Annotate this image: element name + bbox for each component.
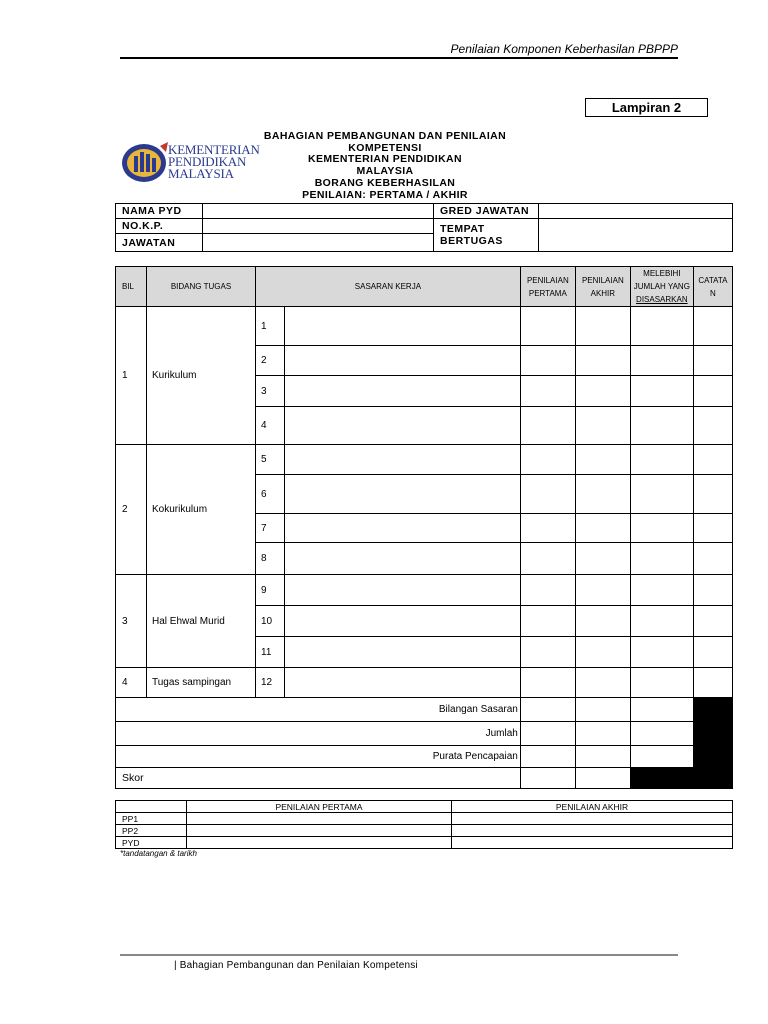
logo-line-2: PENDIDIKAN <box>168 154 247 169</box>
footer-text: | Bahagian Pembangunan dan Penilaian Kompetensi <box>174 960 418 971</box>
catatan-field[interactable] <box>693 376 732 407</box>
footer-label: Bahagian Pembangunan dan Penilaian Kompetensi <box>179 960 418 971</box>
footer-divider <box>120 954 678 956</box>
sasaran-field[interactable] <box>285 445 521 475</box>
akhir-field[interactable] <box>575 768 630 789</box>
pp1-pertama-field[interactable] <box>187 813 452 825</box>
sasaran-number: 6 <box>256 475 285 514</box>
table-row <box>116 445 733 475</box>
pertama-field[interactable] <box>520 445 575 475</box>
summary-row <box>116 746 733 768</box>
sasaran-number: 4 <box>256 407 285 445</box>
header-bil: BIL <box>116 267 147 307</box>
akhir-field[interactable] <box>575 668 630 698</box>
catatan-field[interactable] <box>693 543 732 575</box>
pp2-akhir-field[interactable] <box>452 825 733 837</box>
sign-label-pp2: PP2 <box>116 825 187 837</box>
pertama-field[interactable] <box>520 722 575 746</box>
header-sasaran-kerja: SASARAN KERJA <box>256 267 521 307</box>
akhir-field[interactable] <box>575 746 630 768</box>
sasaran-number: 10 <box>256 606 285 637</box>
melebihi-field[interactable] <box>630 575 693 606</box>
catatan-field[interactable] <box>693 307 732 346</box>
melebihi-field[interactable] <box>630 514 693 543</box>
sasaran-field[interactable] <box>285 376 521 407</box>
header-penilaian-akhir-sign: PENILAIAN AKHIR <box>452 801 733 813</box>
akhir-field[interactable] <box>575 606 630 637</box>
pertama-field[interactable] <box>520 698 575 722</box>
catatan-field[interactable] <box>693 445 732 475</box>
table-row <box>116 575 733 606</box>
catatan-field[interactable] <box>693 514 732 543</box>
label-gred-jawatan: GRED JAWATAN <box>434 204 539 219</box>
page-header-title: Penilaian Komponen Keberhasilan PBPPP <box>450 42 678 56</box>
table-row <box>116 668 733 698</box>
signature-table <box>115 800 733 849</box>
akhir-field[interactable] <box>575 722 630 746</box>
sasaran-number: 2 <box>256 346 285 376</box>
logo-line-1: KEMENTERIAN <box>168 142 260 157</box>
bil-cell: 1 <box>116 307 147 445</box>
target-table <box>115 266 733 789</box>
akhir-field[interactable] <box>575 307 630 346</box>
akhir-field[interactable] <box>575 637 630 668</box>
pertama-field[interactable] <box>520 637 575 668</box>
pertama-field[interactable] <box>520 768 575 789</box>
sasaran-number: 7 <box>256 514 285 543</box>
header-text: PENILAIAN <box>581 275 624 285</box>
summary-row <box>116 698 733 722</box>
akhir-field[interactable] <box>575 475 630 514</box>
label-skor: Skor <box>116 768 521 789</box>
sasaran-number: 1 <box>256 307 285 346</box>
pertama-field[interactable] <box>520 668 575 698</box>
sasaran-number: 5 <box>256 445 285 475</box>
header-catatan <box>693 267 732 307</box>
catatan-field[interactable] <box>693 606 732 637</box>
pyd-pertama-field[interactable] <box>187 837 452 849</box>
header-penilaian-akhir <box>575 267 630 307</box>
label-jawatan: JAWATAN <box>116 234 203 252</box>
bertugas-line: BERTUGAS <box>440 235 503 247</box>
sasaran-field[interactable] <box>285 475 521 514</box>
sign-label-pyd: PYD <box>116 837 187 849</box>
melebihi-field[interactable] <box>630 746 693 768</box>
sign-label-pp1: PP1 <box>116 813 187 825</box>
summary-row <box>116 768 733 789</box>
bidang-cell: Kurikulum <box>147 307 256 445</box>
bil-cell: 2 <box>116 445 147 575</box>
sasaran-number: 12 <box>256 668 285 698</box>
pertama-field[interactable] <box>520 514 575 543</box>
pertama-field[interactable] <box>520 575 575 606</box>
sasaran-field[interactable] <box>285 346 521 376</box>
pertama-field[interactable] <box>520 307 575 346</box>
title-line: BAHAGIAN PEMBANGUNAN DAN PENILAIAN <box>263 130 507 142</box>
catatan-field[interactable] <box>693 346 732 376</box>
bil-cell: 3 <box>116 575 147 668</box>
form-title-block <box>220 131 550 201</box>
header-text: AKHIR <box>590 288 616 298</box>
melebihi-field[interactable] <box>630 637 693 668</box>
label-tempat-bertugas <box>434 219 539 252</box>
title-line: MALAYSIA <box>356 165 414 178</box>
bidang-cell: Kokurikulum <box>147 445 256 575</box>
sasaran-field[interactable] <box>285 606 521 637</box>
akhir-field[interactable] <box>575 514 630 543</box>
akhir-field[interactable] <box>575 698 630 722</box>
bil-cell: 4 <box>116 668 147 698</box>
akhir-field[interactable] <box>575 407 630 445</box>
catatan-field[interactable] <box>693 575 732 606</box>
header-text: JUMLAH YANG <box>633 282 690 291</box>
melebihi-field[interactable] <box>630 307 693 346</box>
sasaran-field[interactable] <box>285 543 521 575</box>
pertama-field[interactable] <box>520 346 575 376</box>
sign-header-blank <box>116 801 187 813</box>
header-melebihi <box>630 267 693 307</box>
pyd-info-table <box>115 203 733 252</box>
header-divider <box>120 57 678 59</box>
akhir-field[interactable] <box>575 346 630 376</box>
tempat-line: TEMPAT <box>440 223 485 235</box>
catatan-field[interactable] <box>693 668 732 698</box>
no-kp-field[interactable] <box>203 219 434 234</box>
header-penilaian-pertama <box>520 267 575 307</box>
sasaran-field[interactable] <box>285 407 521 445</box>
bidang-cell: Hal Ehwal Murid <box>147 575 256 668</box>
label-no-kp: NO.K.P. <box>116 219 203 234</box>
bidang-cell: Tugas sampingan <box>147 668 256 698</box>
header-text: PENILAIAN <box>526 275 569 285</box>
pertama-field[interactable] <box>520 543 575 575</box>
melebihi-field[interactable] <box>630 698 693 722</box>
melebihi-field[interactable] <box>630 346 693 376</box>
title-line: BORANG KEBERHASILAN <box>314 176 456 189</box>
jawatan-field[interactable] <box>203 234 434 252</box>
title-line: PENILAIAN: PERTAMA / AKHIR <box>302 188 468 201</box>
sasaran-number: 9 <box>256 575 285 606</box>
pertama-field[interactable] <box>520 746 575 768</box>
sasaran-field[interactable] <box>285 307 521 346</box>
table-row <box>116 307 733 346</box>
pyd-akhir-field[interactable] <box>452 837 733 849</box>
akhir-field[interactable] <box>575 575 630 606</box>
melebihi-field[interactable] <box>630 376 693 407</box>
title-line: KOMPETENSI <box>348 141 422 154</box>
header-text: PERTAMA <box>528 288 567 298</box>
pertama-field[interactable] <box>520 376 575 407</box>
label-purata-pencapaian: Purata Pencapaian <box>116 746 521 768</box>
header-text: MELEBIHI <box>643 269 681 278</box>
shaded-cell <box>693 698 732 768</box>
akhir-field[interactable] <box>575 543 630 575</box>
melebihi-field[interactable] <box>630 445 693 475</box>
sasaran-field[interactable] <box>285 637 521 668</box>
gred-jawatan-field[interactable] <box>539 204 733 219</box>
nama-pyd-field[interactable] <box>203 204 434 219</box>
pertama-field[interactable] <box>520 606 575 637</box>
sasaran-field[interactable] <box>285 575 521 606</box>
header-bidang-tugas: BIDANG TUGAS <box>147 267 256 307</box>
pertama-field[interactable] <box>520 407 575 445</box>
header-text: CATATA <box>698 275 728 285</box>
logo-line-3: MALAYSIA <box>168 166 234 181</box>
label-bilangan-sasaran: Bilangan Sasaran <box>116 698 521 722</box>
sasaran-number: 8 <box>256 543 285 575</box>
catatan-field[interactable] <box>693 475 732 514</box>
catatan-field[interactable] <box>693 637 732 668</box>
akhir-field[interactable] <box>575 445 630 475</box>
melebihi-field[interactable] <box>630 475 693 514</box>
melebihi-field[interactable] <box>630 606 693 637</box>
sasaran-field[interactable] <box>285 668 521 698</box>
pp1-akhir-field[interactable] <box>452 813 733 825</box>
label-nama-pyd: NAMA PYD <box>116 204 203 219</box>
header-penilaian-pertama-sign: PENILAIAN PERTAMA <box>187 801 452 813</box>
summary-row <box>116 722 733 746</box>
sasaran-number: 11 <box>256 637 285 668</box>
title-line: KEMENTERIAN PENDIDIKAN <box>307 153 463 166</box>
catatan-field[interactable] <box>693 407 732 445</box>
tempat-bertugas-field[interactable] <box>539 219 733 252</box>
lampiran-label: Lampiran 2 <box>585 98 708 117</box>
melebihi-field[interactable] <box>630 668 693 698</box>
signature-note: *tandatangan & tarikh <box>120 849 197 858</box>
pertama-field[interactable] <box>520 475 575 514</box>
crest-icon <box>120 140 170 186</box>
label-jumlah: Jumlah <box>116 722 521 746</box>
melebihi-field[interactable] <box>630 543 693 575</box>
melebihi-field[interactable] <box>630 722 693 746</box>
sasaran-number: 3 <box>256 376 285 407</box>
melebihi-field[interactable] <box>630 407 693 445</box>
header-text: DISASARKAN <box>636 295 688 304</box>
header-text: N <box>710 288 716 298</box>
sasaran-field[interactable] <box>285 514 521 543</box>
shaded-cell <box>630 768 732 789</box>
pp2-pertama-field[interactable] <box>187 825 452 837</box>
akhir-field[interactable] <box>575 376 630 407</box>
